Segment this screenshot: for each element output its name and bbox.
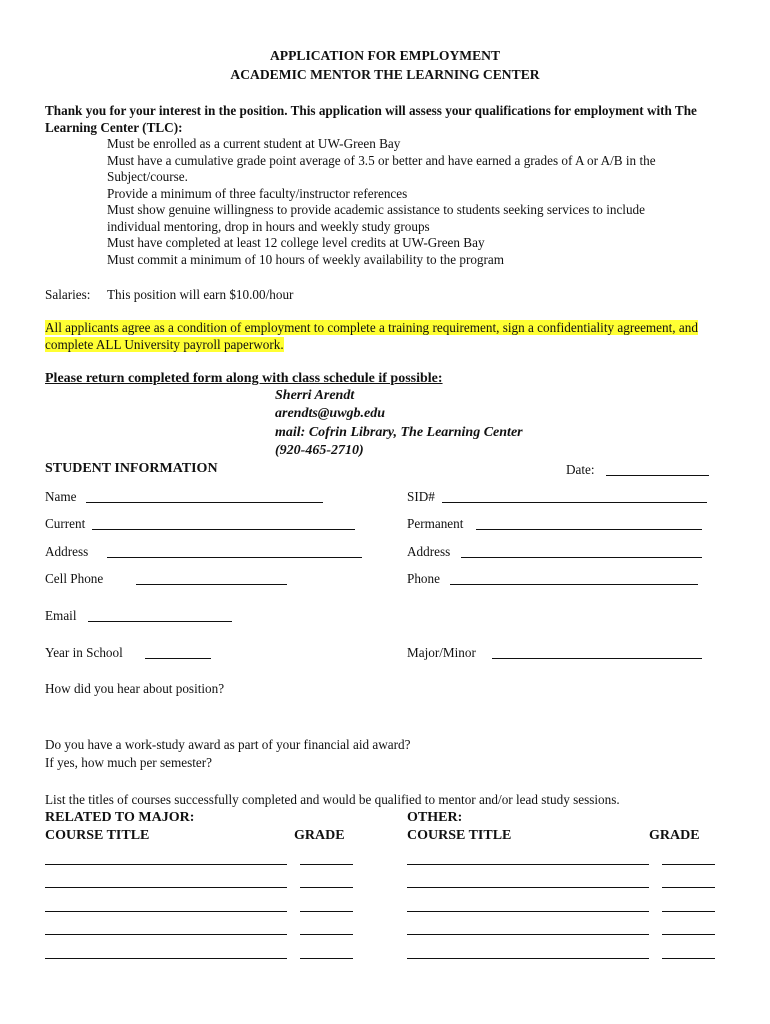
permanent-address-field[interactable] [476, 529, 702, 530]
contact-name: Sherri Arendt [275, 388, 355, 403]
other-course-title-field[interactable] [407, 911, 649, 912]
contact-mail: mail: Cofrin Library, The Learning Center [275, 425, 523, 440]
address-field[interactable] [107, 557, 362, 558]
howmuch-question: If yes, how much per semester? [45, 755, 212, 770]
requirement-item: Must show genuine willingness to provide academic assistance to students seeking services to include [107, 202, 646, 217]
course-title-field[interactable] [45, 958, 287, 959]
course-grade-field[interactable] [300, 934, 353, 935]
related-major-heading: RELATED TO MAJOR: [45, 810, 195, 825]
intro-line-1: Thank you for your interest in the position. This application will assess your qualifications for employment with The [45, 103, 697, 118]
other-heading: OTHER: [407, 810, 463, 825]
course-title-header: COURSE TITLE [45, 828, 150, 843]
major-minor-field[interactable] [492, 658, 702, 659]
requirement-item: Provide a minimum of three faculty/instructor references [107, 186, 408, 201]
date-field[interactable] [606, 475, 709, 476]
hear-question: How did you hear about position? [45, 681, 225, 696]
sid-field[interactable] [442, 502, 707, 503]
other-course-grade-field[interactable] [662, 934, 715, 935]
requirement-item: individual mentoring, drop in hours and weekly study groups [107, 219, 430, 234]
grade-header: GRADE [294, 828, 345, 843]
requirement-item: Subject/course. [107, 169, 188, 184]
course-title-field[interactable] [45, 887, 287, 888]
date-label: Date: [566, 462, 595, 477]
email-label: Email [45, 608, 77, 623]
permanent-label: Permanent [407, 516, 464, 531]
cell-phone-field[interactable] [136, 584, 287, 585]
other-course-title-header: COURSE TITLE [407, 828, 512, 843]
course-grade-field[interactable] [300, 887, 353, 888]
requirement-item: Must be enrolled as a current student at UW-Green Bay [107, 136, 401, 151]
course-title-field[interactable] [45, 864, 287, 865]
salary-text: This position will earn $10.00/hour [107, 287, 294, 302]
year-in-school-label: Year in School [45, 645, 123, 660]
form-title: APPLICATION FOR EMPLOYMENT [269, 48, 501, 63]
address2-field[interactable] [461, 557, 702, 558]
other-course-title-field[interactable] [407, 887, 649, 888]
sid-label: SID# [407, 489, 435, 504]
address2-label: Address [407, 544, 451, 559]
name-label: Name [45, 489, 77, 504]
requirement-item: Must commit a minimum of 10 hours of weekly availability to the program [107, 252, 505, 267]
major-minor-label: Major/Minor [407, 645, 476, 660]
other-course-title-field[interactable] [407, 934, 649, 935]
email-field[interactable] [88, 621, 232, 622]
form-subtitle: ACADEMIC MENTOR THE LEARNING CENTER [230, 67, 540, 82]
year-in-school-field[interactable] [145, 658, 211, 659]
other-course-title-field[interactable] [407, 958, 649, 959]
notice-text: complete ALL University payroll paperwork. [45, 337, 284, 352]
course-grade-field[interactable] [300, 911, 353, 912]
current-label: Current [45, 516, 86, 531]
notice-text: All applicants agree as a condition of employment to complete a training requirement, sign a confidentiality agreement, and [45, 320, 698, 335]
requirement-item: Must have a cumulative grade point average of 3.5 or better and have earned a grades of A or A/B in the [107, 153, 656, 168]
notice-line-1 [45, 320, 698, 336]
other-course-title-field[interactable] [407, 864, 649, 865]
requirement-item: Must have completed at least 12 college level credits at UW-Green Bay [107, 235, 485, 250]
other-course-grade-field[interactable] [662, 887, 715, 888]
other-course-grade-field[interactable] [662, 864, 715, 865]
course-title-field[interactable] [45, 934, 287, 935]
other-grade-header: GRADE [649, 828, 700, 843]
workstudy-question: Do you have a work-study award as part of your financial aid award? [45, 737, 411, 752]
other-course-grade-field[interactable] [662, 958, 715, 959]
cell-phone-label: Cell Phone [45, 571, 104, 586]
name-field[interactable] [86, 502, 323, 503]
student-info-heading: STUDENT INFORMATION [45, 461, 218, 476]
course-title-field[interactable] [45, 911, 287, 912]
phone-field[interactable] [450, 584, 698, 585]
course-grade-field[interactable] [300, 958, 353, 959]
intro-line-2: Learning Center (TLC): [45, 120, 183, 135]
address-label: Address [45, 544, 89, 559]
contact-email[interactable]: arendts@uwgb.edu [275, 406, 386, 421]
course-grade-field[interactable] [300, 864, 353, 865]
return-heading: Please return completed form along with class schedule if possible: [45, 371, 443, 386]
notice-line-2 [45, 337, 284, 353]
current-address-field[interactable] [92, 529, 355, 530]
courses-intro: List the titles of courses successfully completed and would be qualified to mentor and/or lead study sessions. [45, 792, 620, 807]
phone-label: Phone [407, 571, 440, 586]
other-course-grade-field[interactable] [662, 911, 715, 912]
contact-phone: (920-465-2710) [275, 443, 364, 458]
salary-label: Salaries: [45, 287, 91, 302]
